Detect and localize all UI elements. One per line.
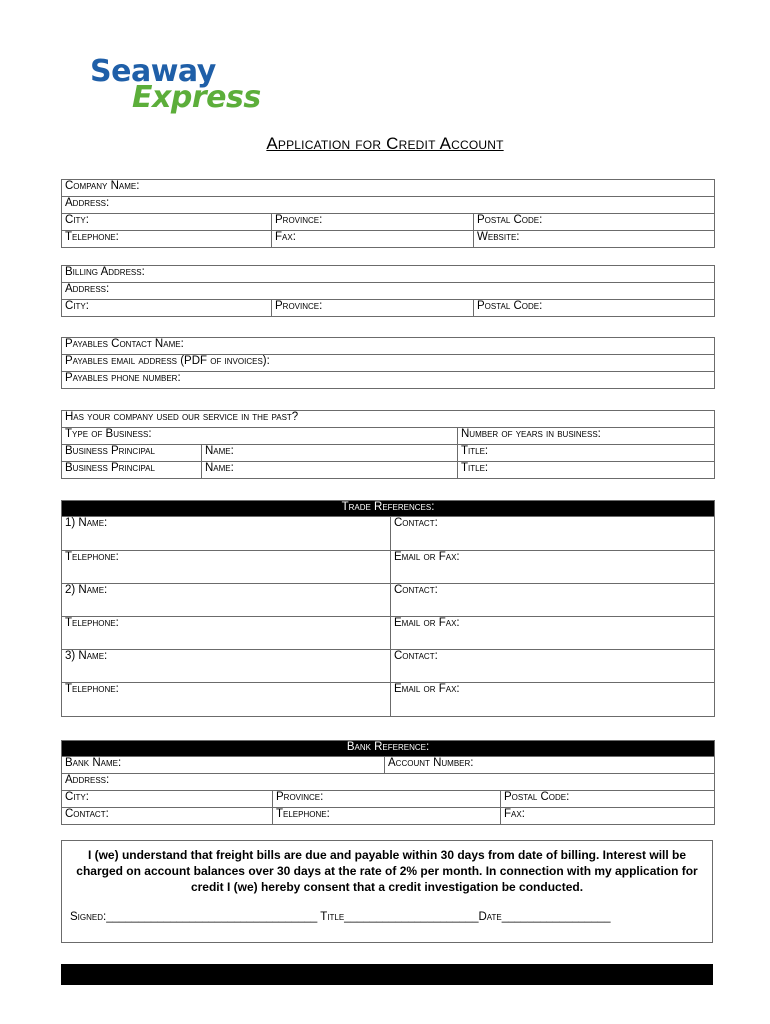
bank-province-field[interactable]: Province:: [273, 791, 501, 808]
business-type-field[interactable]: Type of Business:: [62, 428, 458, 445]
trade-ref-1-email-fax-field[interactable]: Email or Fax:: [391, 551, 715, 584]
trade-ref-1-contact-field[interactable]: Contact:: [391, 517, 715, 551]
trade-ref-1-name-field[interactable]: 1) Name:: [62, 517, 391, 551]
company-name-field[interactable]: Company Name:: [62, 180, 715, 197]
account-number-field[interactable]: Account Number:: [385, 757, 715, 774]
trade-ref-3-name-field[interactable]: 3) Name:: [62, 650, 391, 683]
business-section: [61, 410, 715, 479]
company-province-field[interactable]: Province:: [272, 214, 474, 231]
company-postal-code-field[interactable]: Postal Code:: [474, 214, 715, 231]
company-fax-field[interactable]: Fax:: [272, 231, 474, 248]
billing-postal-code-field[interactable]: Postal Code:: [474, 300, 715, 317]
seaway-express-logo: [88, 52, 284, 124]
trade-ref-2-name-field[interactable]: 2) Name:: [62, 584, 391, 617]
footer-bar: [61, 964, 713, 985]
bank-postal-code-field[interactable]: Postal Code:: [501, 791, 715, 808]
bank-fax-field[interactable]: Fax:: [501, 808, 715, 825]
trade-ref-3-contact-field[interactable]: Contact:: [391, 650, 715, 683]
principal-2-title-field[interactable]: Title:: [458, 462, 715, 479]
payables-contact-name-field[interactable]: Payables Contact Name:: [62, 338, 715, 355]
billing-section: [61, 265, 715, 317]
bank-address-field[interactable]: Address:: [62, 774, 715, 791]
page-title: Application for Credit Account: [266, 134, 504, 153]
business-principal-label: Business Principal: [62, 445, 202, 462]
company-website-field[interactable]: Website:: [474, 231, 715, 248]
billing-address-field[interactable]: Billing Address:: [62, 266, 715, 283]
declaration-box: [61, 840, 713, 943]
logo-line-2: Express: [132, 80, 261, 115]
trade-references-header: Trade References:: [62, 501, 715, 517]
billing-city-field[interactable]: City:: [62, 300, 272, 317]
bank-telephone-field[interactable]: Telephone:: [273, 808, 501, 825]
signature-line[interactable]: Signed:_________________________________ Title_____________________Date_________________: [70, 911, 611, 923]
company-telephone-field[interactable]: Telephone:: [62, 231, 272, 248]
bank-reference-header: Bank Reference:: [62, 741, 715, 757]
bank-name-field[interactable]: Bank Name:: [62, 757, 385, 774]
bank-city-field[interactable]: City:: [62, 791, 273, 808]
payables-section: [61, 337, 715, 389]
trade-ref-3-telephone-field[interactable]: Telephone:: [62, 683, 391, 717]
principal-2-name-field[interactable]: Name:: [202, 462, 458, 479]
principal-1-title-field[interactable]: Title:: [458, 445, 715, 462]
company-city-field[interactable]: City:: [62, 214, 272, 231]
used-service-field[interactable]: Has your company used our service in the past?: [62, 411, 715, 428]
company-section: [61, 179, 715, 248]
trade-ref-2-contact-field[interactable]: Contact:: [391, 584, 715, 617]
trade-ref-1-telephone-field[interactable]: Telephone:: [62, 551, 391, 584]
trade-ref-2-email-fax-field[interactable]: Email or Fax:: [391, 617, 715, 650]
bank-contact-field[interactable]: Contact:: [62, 808, 273, 825]
trade-references-section: [61, 500, 715, 717]
declaration-text: I (we) understand that freight bills are due and payable within 30 days from date of billing. Interest will be charged on account balances over 30 days at the rate of 2% per month. In connection with my application for credit I (we) hereby consent that a credit investigation be conducted.: [76, 848, 698, 894]
billing-province-field[interactable]: Province:: [272, 300, 474, 317]
payables-phone-field[interactable]: Payables phone number:: [62, 372, 715, 389]
trade-ref-2-telephone-field[interactable]: Telephone:: [62, 617, 391, 650]
years-in-business-field[interactable]: Number of years in business:: [458, 428, 715, 445]
billing-address-line-field[interactable]: Address:: [62, 283, 715, 300]
bank-reference-section: [61, 740, 715, 825]
payables-email-field[interactable]: Payables email address (PDF of invoices):: [62, 355, 715, 372]
company-address-field[interactable]: Address:: [62, 197, 715, 214]
business-principal-label: Business Principal: [62, 462, 202, 479]
principal-1-name-field[interactable]: Name:: [202, 445, 458, 462]
trade-ref-3-email-fax-field[interactable]: Email or Fax:: [391, 683, 715, 717]
logo-line-1: Seaway: [90, 54, 216, 89]
